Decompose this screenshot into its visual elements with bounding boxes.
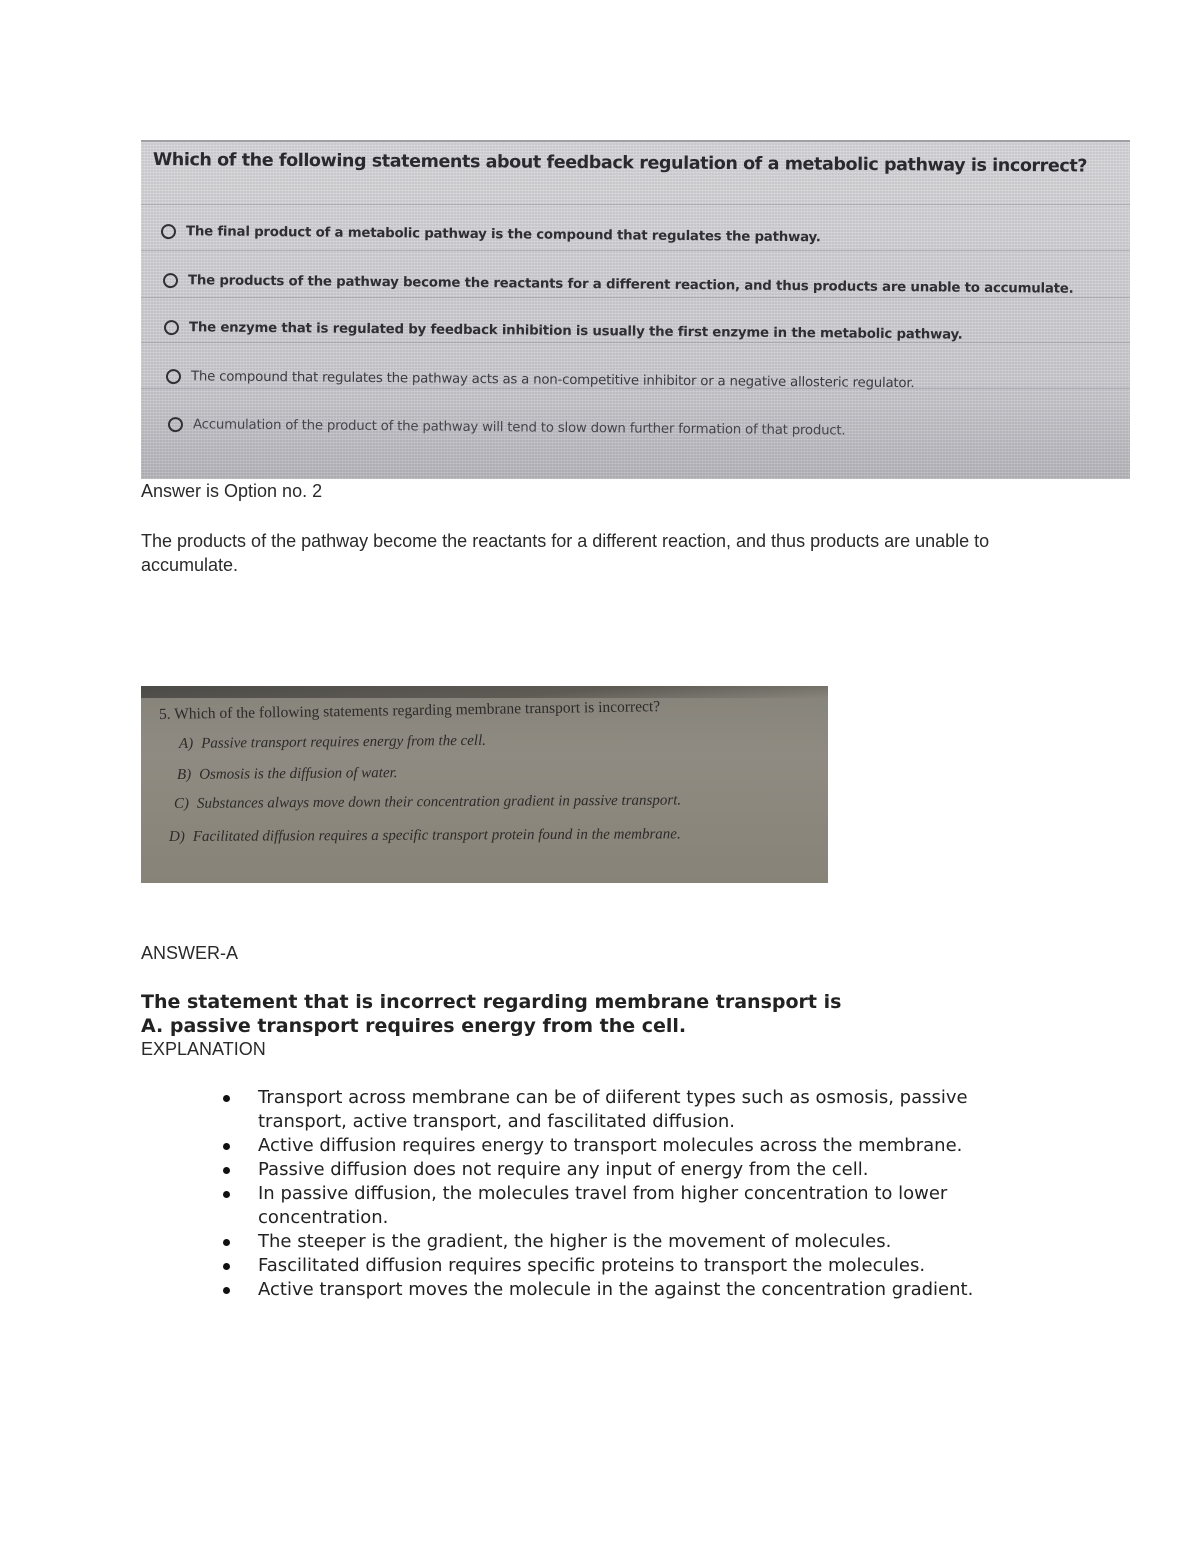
option-label: The enzyme that is regulated by feedback inhibition is usually the first enzyme in the metabolic pathway. — [188, 320, 963, 343]
list-item-text: Active diffusion requires energy to transport molecules across the membrane. — [258, 1135, 963, 1156]
bullet-icon — [223, 1143, 230, 1150]
explanation-list — [218, 1086, 1038, 1302]
divider — [141, 342, 1130, 343]
list-item — [218, 1278, 1038, 1302]
question1-option-3 — [164, 320, 963, 343]
list-item — [218, 1230, 1038, 1254]
option-text: Osmosis is the diffusion of water. — [199, 765, 398, 783]
list-item-text: Fascilitated diffusion requires specific proteins to transport the molecules. — [258, 1255, 926, 1276]
option-text: Substances always move down their concentration gradient in passive transport. — [196, 792, 682, 812]
list-item-text: Active transport moves the molecule in the against the concentration gradient. — [258, 1279, 974, 1300]
option-letter: D) — [168, 828, 185, 845]
radio-icon — [166, 369, 181, 384]
divider — [141, 297, 1130, 298]
radio-icon — [168, 417, 183, 432]
list-item — [218, 1086, 1038, 1134]
radio-icon — [163, 273, 178, 288]
bullet-icon — [223, 1191, 230, 1198]
option-letter: C) — [173, 795, 190, 812]
divider — [141, 250, 1130, 251]
list-item-text: Passive diffusion does not require any input of energy from the cell. — [258, 1159, 869, 1180]
answer2-label: ANSWER-A — [141, 943, 239, 963]
question2-text: 5. Which of the following statements regarding membrane transport is incorrect? — [158, 698, 661, 723]
list-item-text: In passive diffusion, the molecules travel from higher concentration to lower concentration. — [258, 1183, 948, 1228]
list-item — [218, 1254, 1038, 1278]
option-text: Passive transport requires energy from the cell. — [201, 732, 487, 752]
photo-shadow — [141, 686, 828, 698]
statement-line: The statement that is incorrect regarding membrane transport is — [141, 991, 842, 1013]
question1-option-5 — [168, 417, 846, 439]
list-item — [218, 1158, 1038, 1182]
option-text: Facilitated diffusion requires a specific transport protein found in the membrane. — [192, 826, 681, 845]
option-letter: B) — [176, 766, 192, 783]
question2-photo — [141, 686, 828, 883]
radio-icon — [164, 320, 179, 335]
option-label: Accumulation of the product of the pathway will tend to slow down further formation of that product. — [192, 417, 846, 439]
explanation-heading: EXPLANATION — [141, 1039, 266, 1059]
question1-option-2 — [163, 273, 1074, 297]
bullet-icon — [223, 1287, 230, 1294]
list-item — [218, 1134, 1038, 1158]
option-label: The products of the pathway become the reactants for a different reaction, and thus products are unable to accumulate. — [187, 273, 1074, 297]
answer1-explanation: The products of the pathway become the reactants for a different reaction, and thus products are unable to accumulate. — [141, 531, 990, 575]
answer1-label: Answer is Option no. 2 — [141, 481, 323, 501]
bullet-icon — [223, 1095, 230, 1102]
question1-photo — [141, 140, 1130, 479]
list-item-text: The steeper is the gradient, the higher is the movement of molecules. — [258, 1231, 892, 1252]
question2-option-b — [177, 765, 398, 784]
statement-line: A. passive transport requires energy from the cell. — [141, 1015, 687, 1037]
option-label: The final product of a metabolic pathway is the compound that regulates the pathway. — [185, 224, 821, 246]
question2-option-d — [169, 826, 681, 846]
bullet-icon — [223, 1263, 230, 1270]
bullet-icon — [223, 1239, 230, 1246]
list-item-text: Transport across membrane can be of diiferent types such as osmosis, passive transport, active transport, and fascilitated diffusion. — [258, 1087, 968, 1132]
option-label: The compound that regulates the pathway acts as a non-competitive inhibitor or a negative allosteric regulator. — [190, 369, 915, 392]
divider — [141, 204, 1130, 205]
question1-text: Which of the following statements about feedback regulation of a metabolic pathway is incorrect? — [152, 150, 1088, 177]
question2-option-a — [179, 733, 486, 753]
radio-icon — [161, 224, 176, 239]
bullet-icon — [223, 1167, 230, 1174]
list-item — [218, 1182, 1038, 1230]
answer2-statement — [141, 990, 841, 1038]
question1-option-1 — [161, 224, 821, 245]
question2-option-c — [174, 792, 681, 813]
option-letter: A) — [178, 735, 194, 752]
